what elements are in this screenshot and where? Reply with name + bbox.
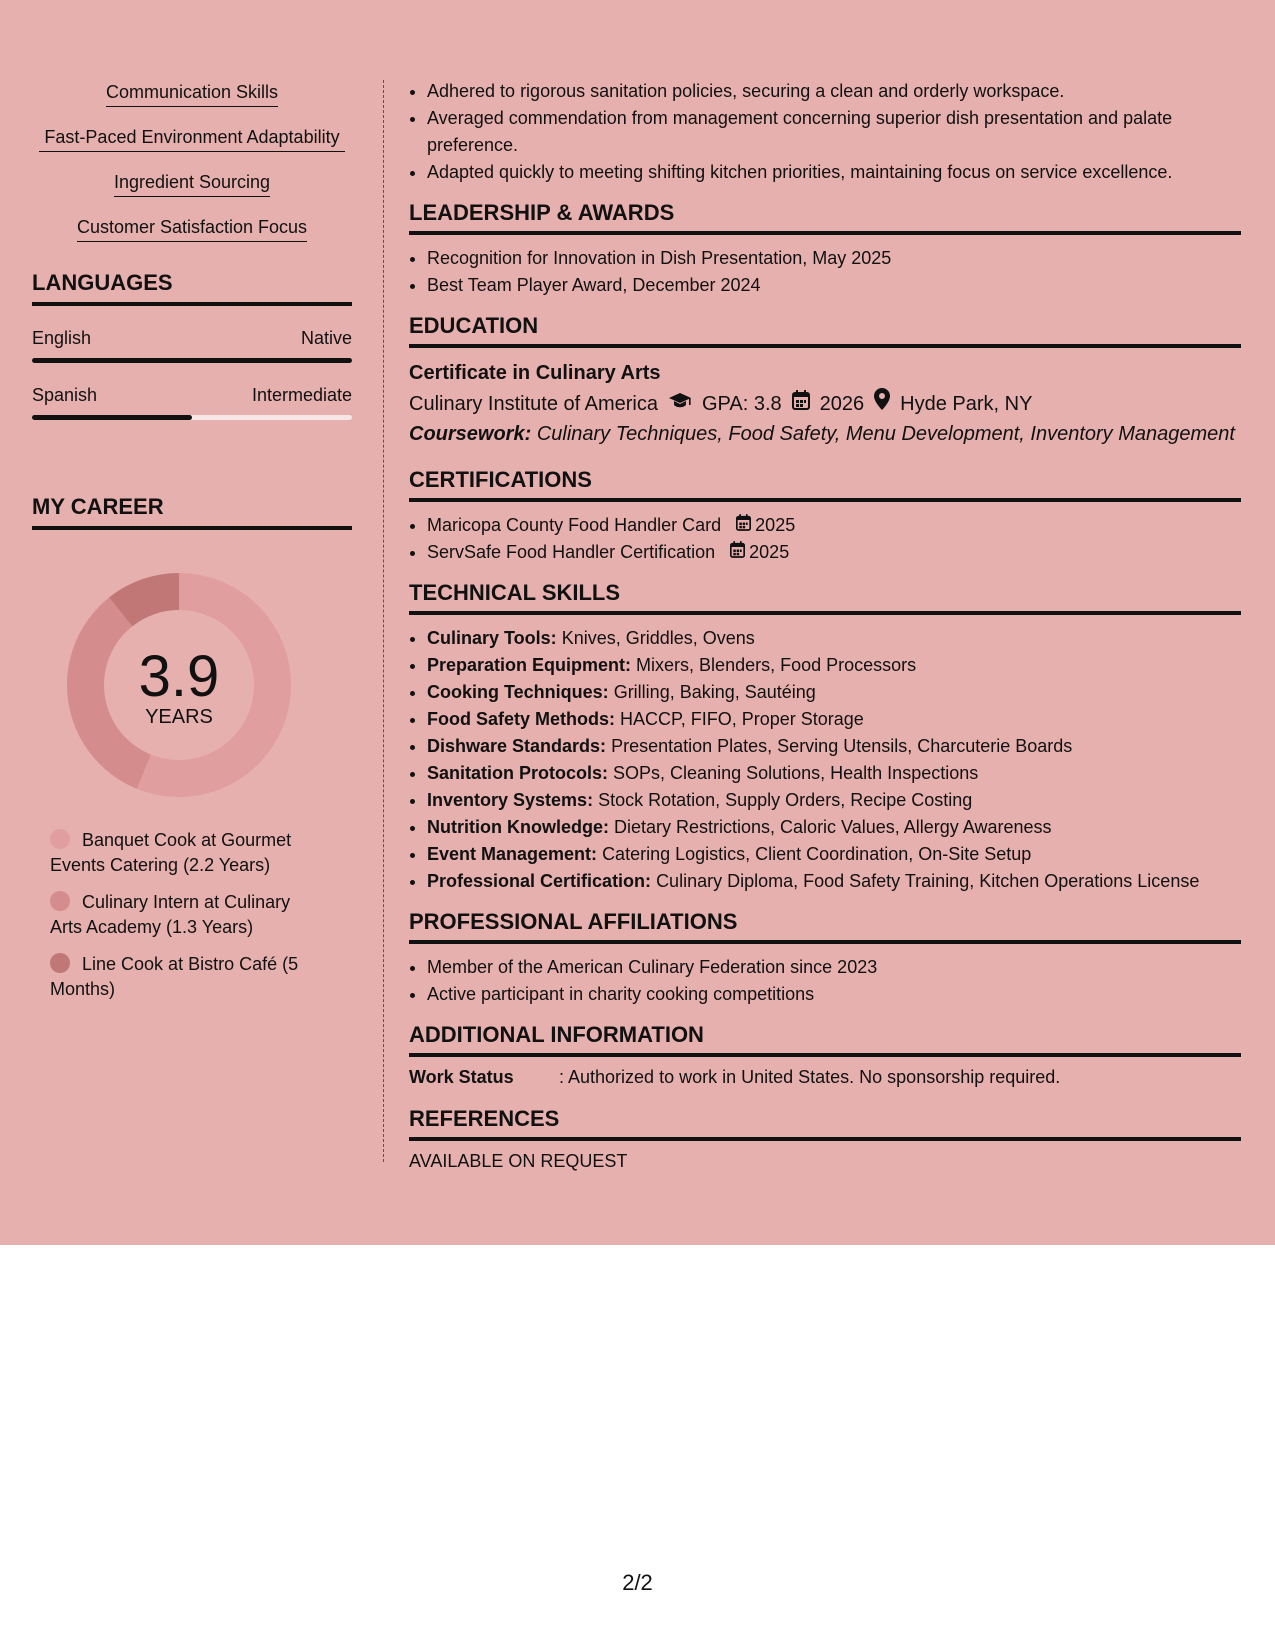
languages-title: LANGUAGES [32,270,352,306]
list-item: • Cooking Techniques: Grilling, Baking, Sautéing [427,679,1241,706]
legend-item: Line Cook at Bistro Café (5 Months) [50,954,299,999]
list-item: • Inventory Systems: Stock Rotation, Supply Orders, Recipe Costing [427,787,1241,814]
work-status-label: Work Status [409,1067,514,1087]
list-item: • Preparation Equipment: Mixers, Blenders, Food Processors [427,652,1241,679]
career-unit: YEARS [145,706,213,728]
list-item: • Adhered to rigorous sanitation policies, securing a clean and orderly workspace. [427,78,1241,105]
skill-item: Communication Skills [32,80,352,107]
language-bar [32,415,352,420]
legend-dot [50,953,70,973]
gpa: GPA: 3.8 [702,392,782,415]
language-spanish [32,385,352,420]
list-item: • Dishware Standards: Presentation Plates, Serving Utensils, Charcuterie Boards [427,733,1241,760]
school-name: Culinary Institute of America [409,392,658,415]
references-title: REFERENCES [409,1106,1241,1141]
location-pin-icon [874,388,890,419]
calendar-icon [736,512,751,539]
list-item: • Averaged commendation from management concerning superior dish presentation and palate preference. [427,105,1241,159]
calendar-icon [730,539,745,566]
work-status-value: : Authorized to work in United States. No sponsorship required. [559,1067,1061,1087]
certifications-list [409,512,1241,566]
right-column [409,80,1241,1172]
list-item: • Active participant in charity cooking competitions [427,981,1241,1008]
list-item: • Best Team Player Award, December 2024 [427,272,1241,299]
language-bar [32,358,352,363]
coursework: Coursework: Culinary Techniques, Food Safety, Menu Development, Inventory Management [409,423,1235,445]
language-name: Spanish [32,385,98,405]
legend-item: Banquet Cook at Gourmet Events Catering (2.2 Years) [50,830,292,875]
column-divider [383,80,384,1162]
legend-dot [50,891,70,911]
list-item: • Member of the American Culinary Federation since 2023 [427,954,1241,981]
experience-list [409,78,1241,186]
skill-item: Customer Satisfaction Focus [32,215,352,242]
affiliations-title: PROFESSIONAL AFFILIATIONS [409,909,1241,944]
page-number: 2/2 [622,1570,653,1595]
graduation-year: 2026 [819,392,865,415]
education-title: EDUCATION [409,313,1241,348]
education-details [409,388,1241,419]
career-title: MY CAREER [32,494,352,530]
language-level: Native [300,328,352,348]
degree-title: Certificate in Culinary Arts [409,362,661,384]
list-item: • Professional Certification: Culinary Diploma, Food Safety Training, Kitchen Operations License [427,868,1241,895]
list-item: • Sanitation Protocols: SOPs, Cleaning Solutions, Health Inspections [427,760,1241,787]
career-donut-chart [64,570,294,800]
list-item: • Food Safety Methods: HACCP, FIFO, Proper Storage [427,706,1241,733]
leadership-list [409,245,1241,299]
graduation-cap-icon [668,389,692,419]
list-item: • Culinary Tools: Knives, Griddles, Ovens [427,625,1241,652]
school-location: Hyde Park, NY [900,392,1033,415]
list-item: • Recognition for Innovation in Dish Presentation, May 2025 [427,245,1241,272]
leadership-title: LEADERSHIP & AWARDS [409,200,1241,235]
language-english [32,328,352,363]
skill-item: Fast-Paced Environment Adaptability [32,125,352,152]
list-item: • Adapted quickly to meeting shifting kitchen priorities, maintaining focus on service excellence. [427,159,1241,186]
career-legend [32,828,352,1002]
language-name: English [32,328,92,348]
legend-item: Culinary Intern at Culinary Arts Academy (1.3 Years) [50,892,291,937]
affiliations-list [409,954,1241,1008]
certifications-title: CERTIFICATIONS [409,467,1241,502]
technical-skills-list [409,625,1241,895]
calendar-icon [792,389,810,419]
list-item: • Nutrition Knowledge: Dietary Restrictions, Caloric Values, Allergy Awareness [427,814,1241,841]
additional-info-title: ADDITIONAL INFORMATION [409,1022,1241,1057]
career-total: 3.9 [138,644,220,709]
legend-dot [50,829,70,849]
language-level: Intermediate [251,385,352,405]
references-text: AVAILABLE ON REQUEST [409,1151,628,1171]
left-column [32,80,352,1014]
skill-item: Ingredient Sourcing [32,170,352,197]
list-item: • ServSafe Food Handler Certification 2025 [427,539,1241,566]
list-item: • Event Management: Catering Logistics, Client Coordination, On-Site Setup [427,841,1241,868]
work-status-row [409,1067,1241,1088]
technical-skills-title: TECHNICAL SKILLS [409,580,1241,615]
list-item: • Maricopa County Food Handler Card 2025 [427,512,1241,539]
